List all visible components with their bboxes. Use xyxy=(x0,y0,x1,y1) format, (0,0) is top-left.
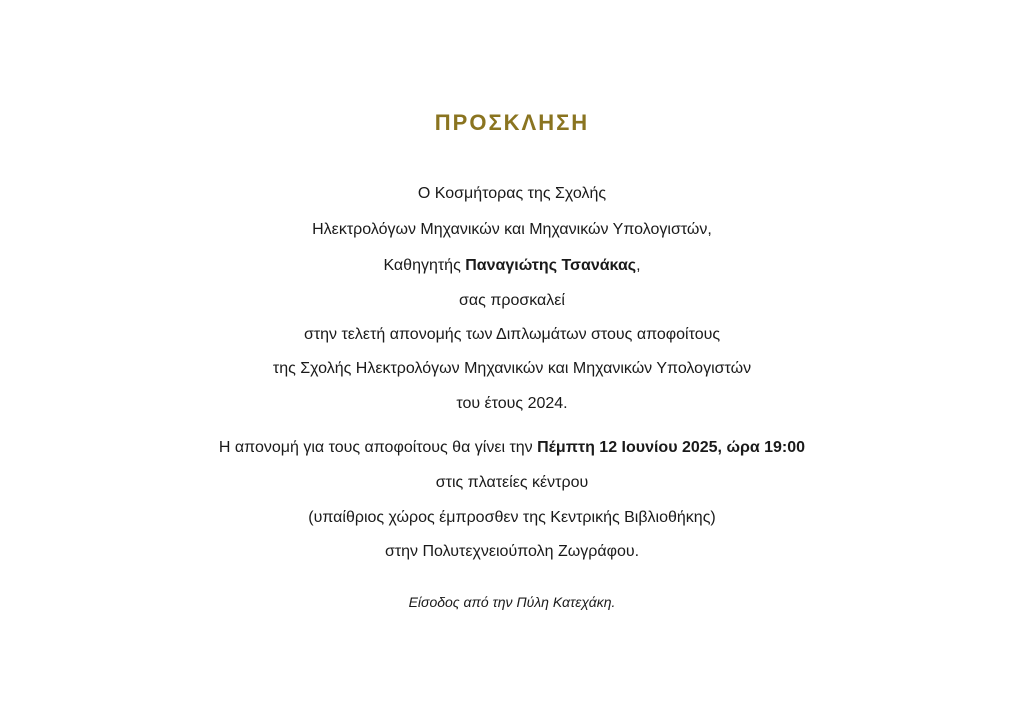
date-time-line xyxy=(0,437,1024,459)
date-time-separator: , xyxy=(717,439,727,456)
school-name-line: Ηλεκτρολόγων Μηχανικών και Μηχανικών Υπολογιστών, xyxy=(312,221,712,238)
invites-line: σας προσκαλεί xyxy=(459,292,565,309)
campus-line: στην Πολυτεχνειούπολη Ζωγράφου. xyxy=(384,543,640,560)
date-intro: Η απονομή για τους αποφοίτους θα γίνει την xyxy=(218,439,538,456)
dean-line: Ο Κοσμήτορας της Σχολής xyxy=(417,185,607,202)
professor-line xyxy=(0,255,1024,277)
year-line: του έτους 2024. xyxy=(456,395,568,412)
ceremony-date: Πέμπτη 12 Ιουνίου 2025 xyxy=(537,439,718,456)
ceremony-time: ώρα 19:00 xyxy=(726,439,806,456)
venue-detail-line: (υπαίθριος χώρος έμπροσθεν της Κεντρικής Βιβλιοθήκης) xyxy=(308,509,716,526)
venue-line: στις πλατείες κέντρου xyxy=(435,474,589,491)
professor-title: Καθηγητής xyxy=(383,257,466,274)
professor-comma: , xyxy=(636,257,641,274)
ceremony-line: στην τελετή απονομής των Διπλωμάτων στους αποφοίτους xyxy=(303,326,721,343)
professor-name: Παναγιώτης Τσανάκας xyxy=(465,257,637,274)
entrance-note: Είσοδος από την Πύλη Κατεχάκη. xyxy=(408,594,616,610)
invitation-title: ΠΡΟΣΚΛΗΣΗ xyxy=(434,110,590,135)
school-line: της Σχολής Ηλεκτρολόγων Μηχανικών και Μηχανικών Υπολογιστών xyxy=(272,360,752,377)
